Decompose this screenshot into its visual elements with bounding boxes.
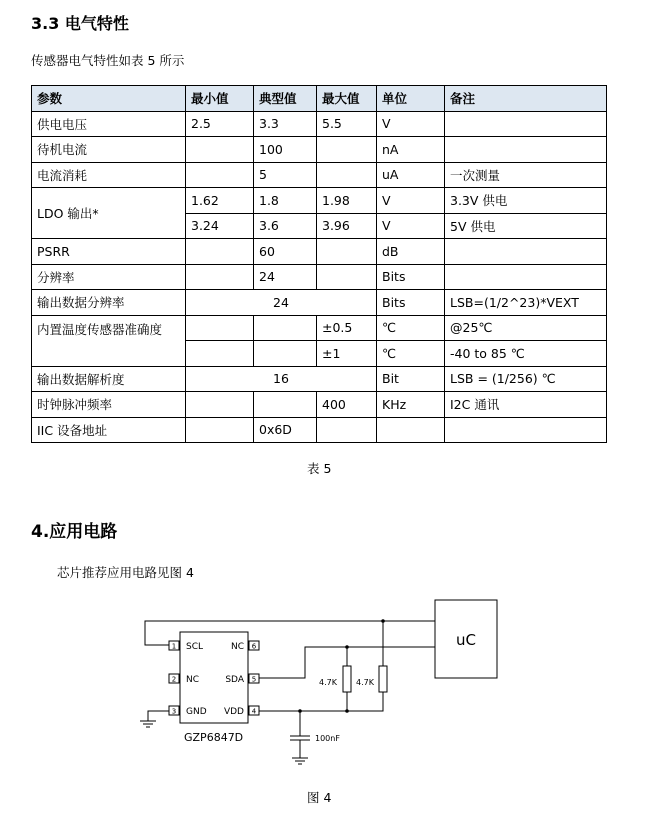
cell-max: 3.96 — [317, 213, 377, 239]
cell-typ — [254, 341, 317, 367]
cell-merged-value: 24 — [186, 290, 377, 316]
resistor-1-label: 4.7K — [319, 678, 337, 687]
cell-unit: V — [377, 188, 445, 214]
cell-min — [186, 239, 254, 265]
cell-min: 1.62 — [186, 188, 254, 214]
cell-note — [445, 239, 607, 265]
pin-label-nc-left: NC — [186, 675, 200, 685]
pin-label-nc-right: NC — [230, 642, 244, 652]
table-caption: 表 5 — [307, 461, 332, 476]
cell-max — [317, 239, 377, 265]
cell-unit: Bits — [377, 290, 445, 316]
cell-max: ±1 — [317, 341, 377, 367]
cell-note: I2C 通讯 — [445, 392, 607, 418]
cell-min: 3.24 — [186, 213, 254, 239]
cell-typ: 1.8 — [254, 188, 317, 214]
section-intro-circuit: 芯片推荐应用电路见图 4 — [57, 565, 194, 580]
application-circuit-diagram — [0, 590, 658, 770]
cell-note: @25℃ — [445, 315, 607, 341]
cell-unit: ℃ — [377, 315, 445, 341]
header-typ: 典型值 — [254, 86, 317, 112]
pin-label-vdd: VDD — [223, 707, 244, 717]
cell-note: LSB = (1/256) ℃ — [445, 366, 607, 392]
cell-unit — [377, 417, 445, 443]
cell-typ — [254, 392, 317, 418]
cell-typ: 3.6 — [254, 213, 317, 239]
cell-unit: Bits — [377, 264, 445, 290]
cell-max — [317, 264, 377, 290]
table-header-row — [32, 86, 607, 112]
header-param: 参数 — [32, 86, 186, 112]
figure-caption: 图 4 — [307, 790, 332, 805]
cell-param: 电流消耗 — [32, 162, 186, 188]
cell-param: LDO 输出* — [32, 188, 186, 239]
cell-min — [186, 162, 254, 188]
header-min: 最小值 — [186, 86, 254, 112]
table-row — [32, 264, 607, 290]
pin-number-5: 5 — [251, 675, 257, 684]
cell-note: 一次测量 — [445, 162, 607, 188]
cell-min — [186, 264, 254, 290]
cell-unit: KHz — [377, 392, 445, 418]
cell-typ: 60 — [254, 239, 317, 265]
cell-note: LSB=(1/2^23)*VEXT — [445, 290, 607, 316]
pin-label-sda: SDA — [225, 675, 244, 685]
cell-param: 输出数据分辨率 — [32, 290, 186, 316]
table-row — [32, 188, 607, 214]
cell-typ: 24 — [254, 264, 317, 290]
cell-param: 分辨率 — [32, 264, 186, 290]
cell-max: ±0.5 — [317, 315, 377, 341]
section-title-electrical: 3.3 电气特性 — [31, 14, 129, 33]
capacitor-label: 100nF — [315, 734, 340, 743]
electrical-spec-table — [31, 85, 607, 443]
cell-max: 400 — [317, 392, 377, 418]
cell-note: -40 to 85 ℃ — [445, 341, 607, 367]
table-row — [32, 111, 607, 137]
pin-number-4: 4 — [251, 707, 257, 716]
cell-min — [186, 137, 254, 163]
header-note: 备注 — [445, 86, 607, 112]
section-title-circuit: 4.应用电路 — [31, 522, 118, 542]
cell-note — [445, 264, 607, 290]
cell-param: 供电电压 — [32, 111, 186, 137]
scl-wire — [145, 621, 383, 645]
table-row — [32, 366, 607, 392]
cell-unit: uA — [377, 162, 445, 188]
cell-min: 2.5 — [186, 111, 254, 137]
cell-param: 输出数据解析度 — [32, 366, 186, 392]
resistor-1 — [343, 666, 351, 692]
cell-typ: 100 — [254, 137, 317, 163]
pin-number-1: 1 — [171, 642, 177, 651]
cell-unit: Bit — [377, 366, 445, 392]
resistor-2 — [379, 666, 387, 692]
table-row — [32, 315, 607, 341]
cell-unit: dB — [377, 239, 445, 265]
header-max: 最大值 — [317, 86, 377, 112]
pin-number-6: 6 — [251, 642, 257, 651]
mcu-label: uC — [456, 631, 476, 649]
cell-unit: ℃ — [377, 341, 445, 367]
table-row — [32, 162, 607, 188]
cell-merged-value: 16 — [186, 366, 377, 392]
cell-typ: 5 — [254, 162, 317, 188]
cell-max — [317, 162, 377, 188]
cell-param: IIC 设备地址 — [32, 417, 186, 443]
table-row — [32, 239, 607, 265]
cell-max — [317, 417, 377, 443]
chip-name: GZP6847D — [184, 731, 244, 744]
section-intro-electrical: 传感器电气特性如表 5 所示 — [31, 53, 185, 68]
cell-param: PSRR — [32, 239, 186, 265]
cell-unit: V — [377, 111, 445, 137]
cell-max: 5.5 — [317, 111, 377, 137]
header-unit: 单位 — [377, 86, 445, 112]
cell-min — [186, 392, 254, 418]
table-row — [32, 417, 607, 443]
cell-note — [445, 417, 607, 443]
cell-min — [186, 315, 254, 341]
cell-max — [317, 137, 377, 163]
table-row — [32, 137, 607, 163]
cell-typ: 0x6D — [254, 417, 317, 443]
pin-label-scl: SCL — [186, 642, 204, 652]
cell-typ — [254, 315, 317, 341]
cell-param: 内置温度传感器准确度 — [32, 315, 186, 366]
cell-max: 1.98 — [317, 188, 377, 214]
pin-label-gnd: GND — [186, 707, 207, 717]
cell-note: 5V 供电 — [445, 213, 607, 239]
cell-min — [186, 417, 254, 443]
cell-typ: 3.3 — [254, 111, 317, 137]
cell-note: 3.3V 供电 — [445, 188, 607, 214]
table-row — [32, 290, 607, 316]
cell-unit: nA — [377, 137, 445, 163]
pin-number-3: 3 — [171, 707, 177, 716]
cell-note — [445, 111, 607, 137]
cell-note — [445, 137, 607, 163]
table-row — [32, 392, 607, 418]
cell-param: 时钟脉冲频率 — [32, 392, 186, 418]
resistor-2-label: 4.7K — [356, 678, 374, 687]
cell-param: 待机电流 — [32, 137, 186, 163]
pin-number-2: 2 — [171, 675, 177, 684]
cell-min — [186, 341, 254, 367]
cell-unit: V — [377, 213, 445, 239]
